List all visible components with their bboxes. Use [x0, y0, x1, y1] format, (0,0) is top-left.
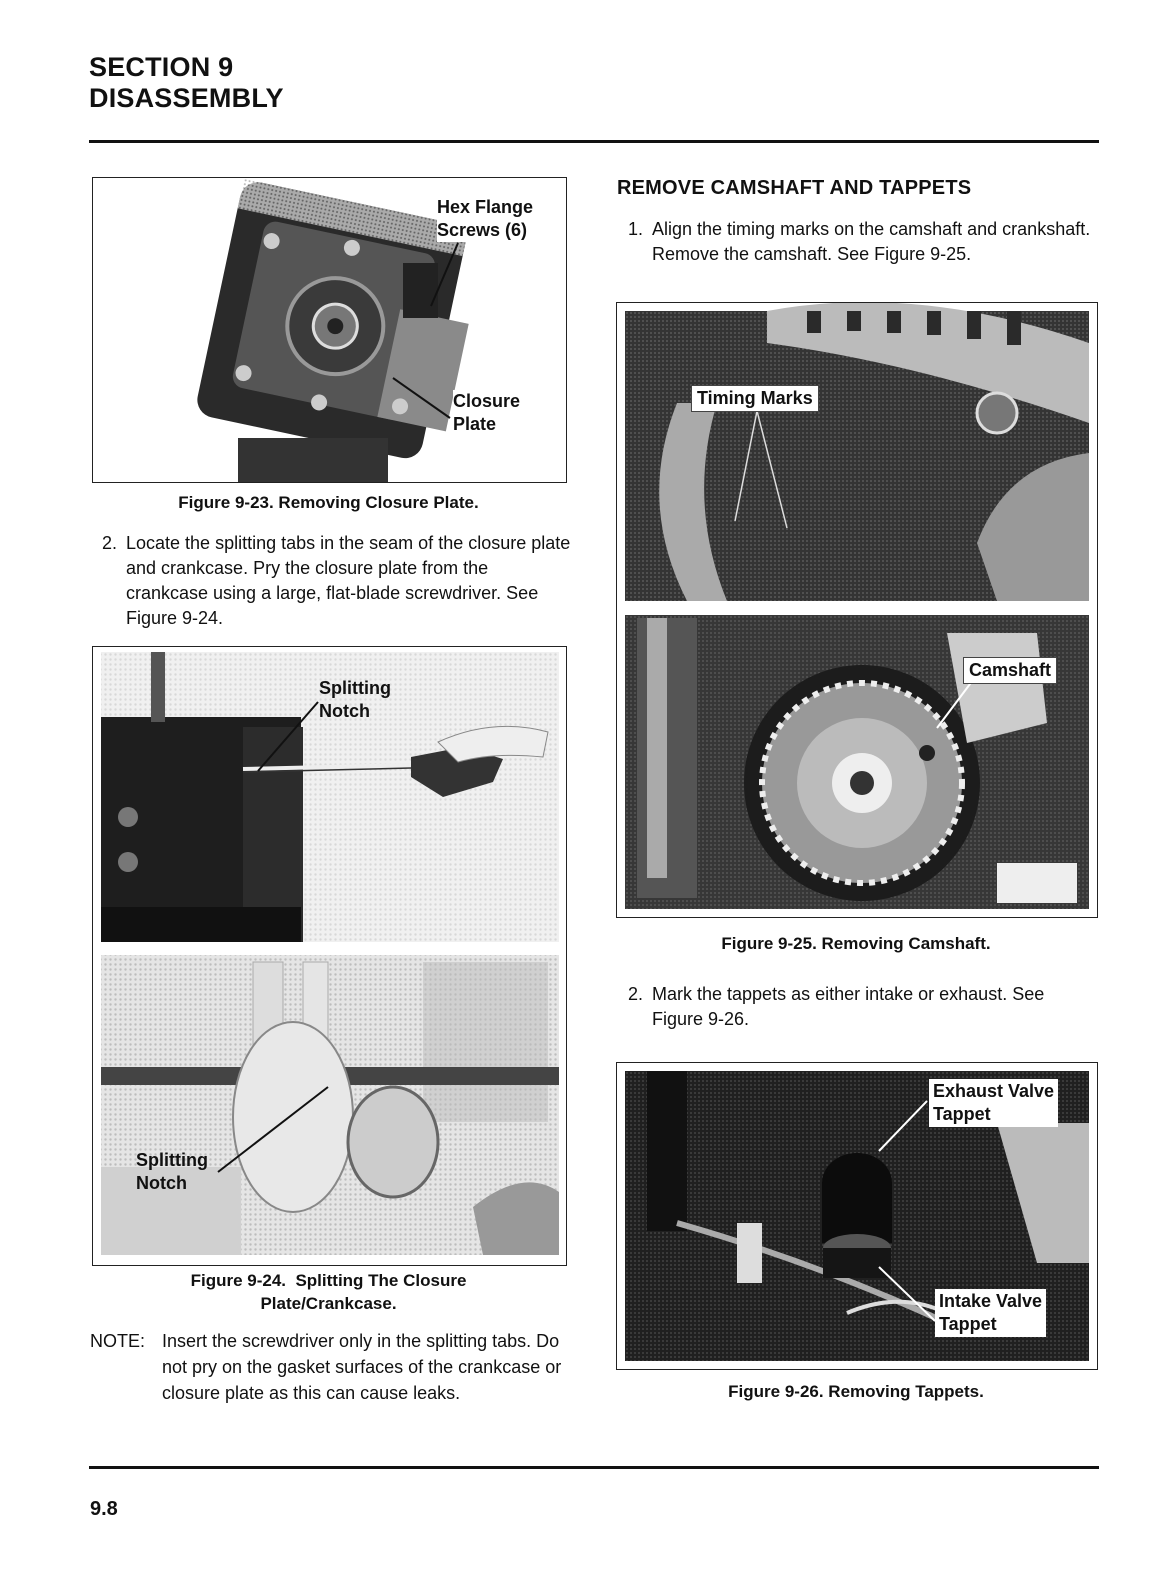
step-2-splitting-tabs [102, 531, 572, 631]
figure-9-24 [92, 646, 567, 1266]
step-text: Locate the splitting tabs in the seam of the closure plate and crankcase. Pry the closure plate from the crankcase using a large, flat-blade screwdriver. See Figure 9-24. [126, 533, 571, 628]
camshaft-photo [617, 303, 1097, 917]
step-number: 2. [102, 533, 118, 553]
hex-flange-screws-label: Hex Flange Screws (6) [437, 197, 534, 240]
note-text: Insert the screwdriver only in the splitting tabs. Do not pry on the gasket surfaces of the crankcase or closure plate as this can cause leaks. [162, 1331, 562, 1403]
figure-9-26-caption: Figure 9-26. Removing Tappets. [728, 1382, 984, 1401]
figure-9-26 [616, 1062, 1098, 1370]
camshaft-section-heading: REMOVE CAMSHAFT AND TAPPETS [617, 177, 972, 199]
step-text: Align the timing marks on the camshaft and crankshaft. Remove the camshaft. See Figure 9-25. [652, 219, 1091, 264]
timing-marks-label: Timing Marks [691, 385, 819, 412]
camshaft-label: Camshaft [963, 657, 1057, 684]
figure-9-23 [92, 177, 567, 483]
step-text: Mark the tappets as either intake or exhaust. See Figure 9-26. [652, 984, 1045, 1029]
note-label: NOTE: [90, 1331, 146, 1351]
figure-9-25 [616, 302, 1098, 918]
page-number: 9.8 [90, 1498, 118, 1520]
closure-plate-label: Closure Plate [453, 391, 521, 434]
section-title: DISASSEMBLY [89, 83, 284, 113]
step-number: 2. [628, 984, 644, 1004]
footer-rule [89, 1466, 1099, 1469]
header-rule [89, 140, 1099, 143]
exhaust-valve-tappet-label: Exhaust Valve Tappet [929, 1079, 1058, 1127]
figure-9-24-caption: Figure 9-24. Splitting The Closure Plate/Crankcase. [190, 1271, 467, 1313]
figure-9-23-caption: Figure 9-23. Removing Closure Plate. [178, 493, 479, 512]
splitting-notch-label-bottom: Splitting Notch [136, 1150, 208, 1193]
intake-valve-tappet-label: Intake Valve Tappet [935, 1289, 1046, 1337]
figure-9-25-caption: Figure 9-25. Removing Camshaft. [721, 934, 991, 953]
step-number: 1. [628, 219, 644, 239]
splitting-notch-label-top: Splitting Notch [319, 678, 391, 721]
step-2-mark-tappets [628, 982, 1093, 1037]
section-number: SECTION 9 [89, 52, 234, 82]
step-1-timing-marks [628, 217, 1093, 272]
